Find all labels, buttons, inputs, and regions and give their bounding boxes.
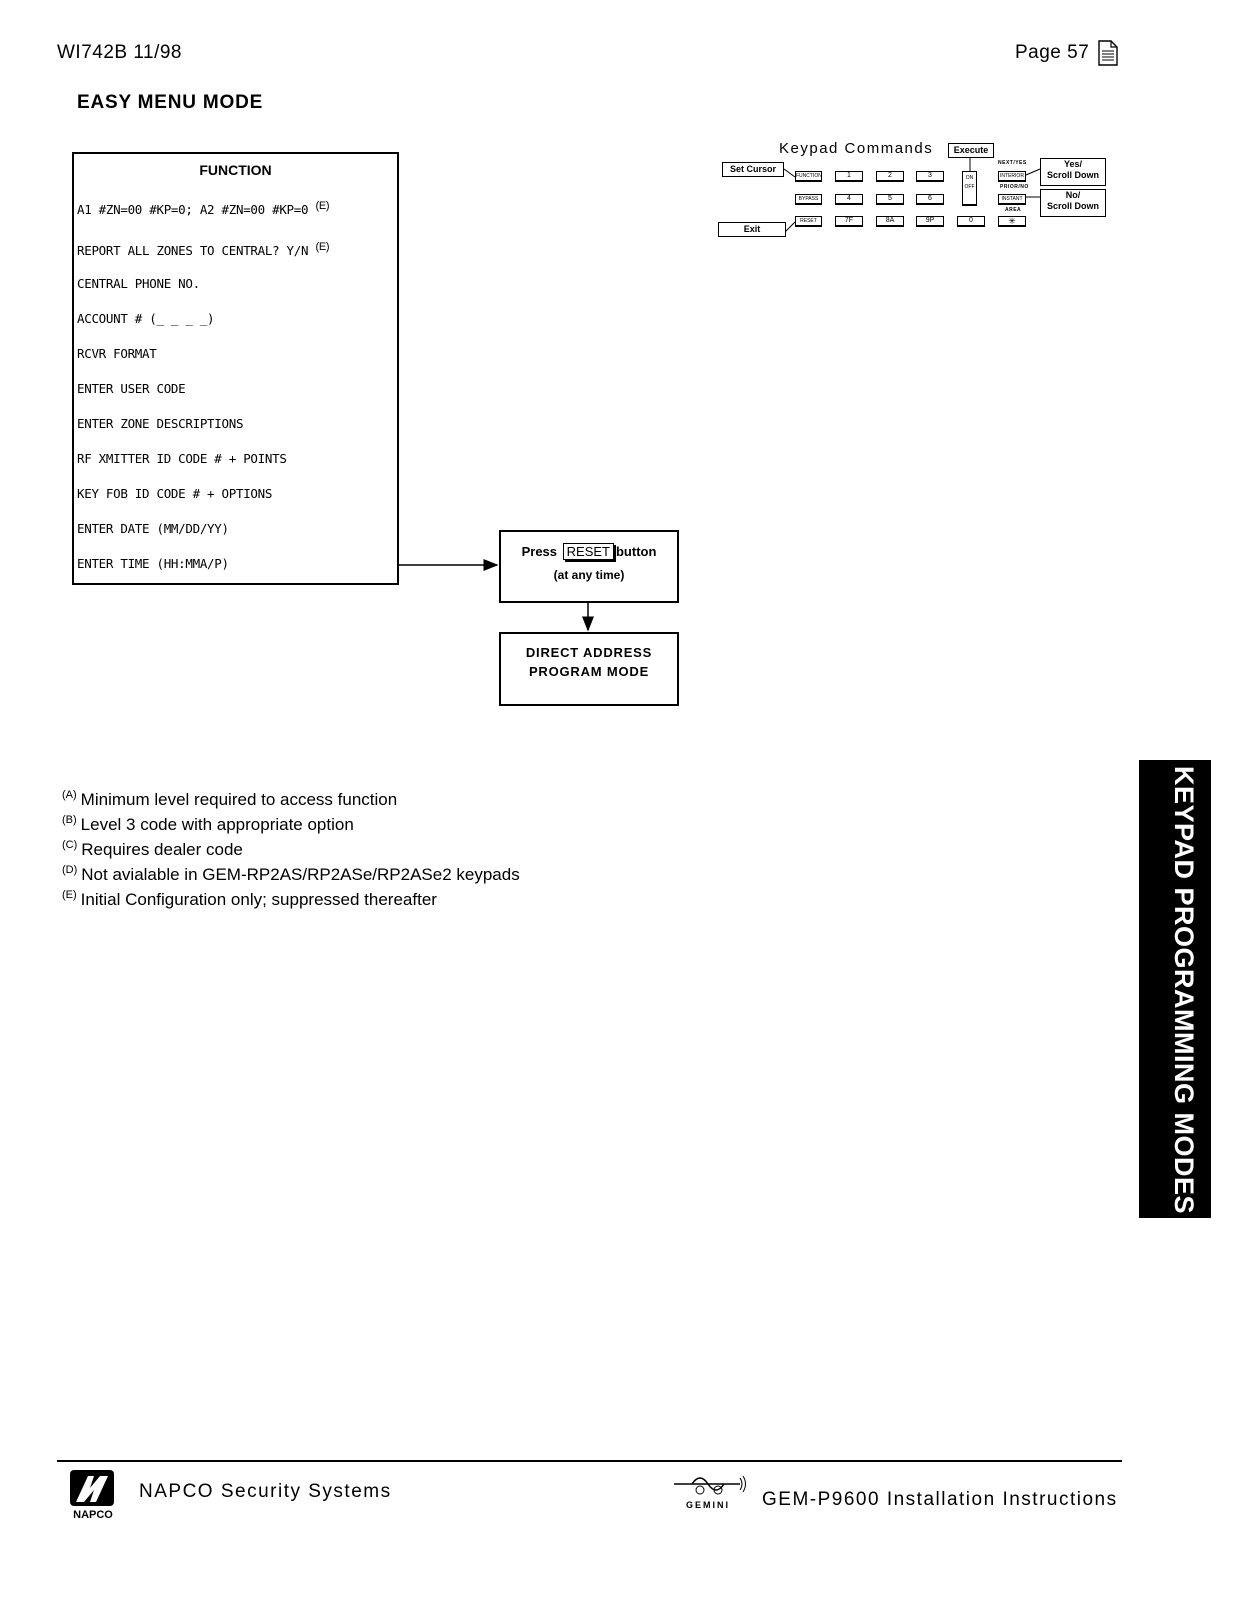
document-id: WI742B 11/98 bbox=[57, 42, 183, 63]
function-item: ENTER DATE (MM/DD/YY) bbox=[77, 521, 229, 536]
section-side-tab bbox=[1139, 760, 1211, 1218]
note-b: $^{(B)}$ Level 3 code with appropriate option bbox=[62, 814, 354, 834]
key-9[interactable]: 9P bbox=[916, 216, 944, 227]
keypad-title: Keypad Commands bbox=[779, 140, 934, 157]
footer-document-title: GEM-P9600 Installation Instructions bbox=[762, 1489, 1118, 1510]
exit-label: Exit bbox=[718, 222, 786, 237]
direct-line1: DIRECT ADDRESS bbox=[525, 645, 653, 660]
key-3[interactable]: 3 bbox=[916, 171, 944, 182]
page-number: Page 57 bbox=[1015, 42, 1090, 63]
no-scroll-label bbox=[1040, 189, 1106, 217]
key-1[interactable]: 1 bbox=[835, 171, 863, 182]
function-item: REPORT ALL ZONES TO CENTRAL? Y/N (E) bbox=[77, 240, 330, 258]
key-4[interactable]: 4 bbox=[835, 194, 863, 205]
function-heading: FUNCTION bbox=[199, 162, 272, 178]
function-item: ACCOUNT # (_ _ _ _) bbox=[77, 311, 215, 326]
reset-key: RESET bbox=[563, 543, 614, 560]
note-c: $^{(C)}$ Requires dealer code bbox=[62, 839, 243, 859]
function-item: CENTRAL PHONE NO. bbox=[77, 276, 200, 291]
reset-keypad-key[interactable]: RESET bbox=[795, 216, 822, 227]
gemini-logo-icon bbox=[672, 1474, 748, 1512]
prior-no-label: PRIOR/NO bbox=[1000, 184, 1029, 190]
direct-address-box bbox=[499, 632, 679, 706]
footer-company: NAPCO Security Systems bbox=[139, 1481, 392, 1502]
button-label: button bbox=[615, 544, 657, 559]
bypass-key[interactable]: BYPASS bbox=[795, 194, 822, 205]
key-2[interactable]: 2 bbox=[876, 171, 904, 182]
function-item: ENTER TIME (HH:MMA/P) bbox=[77, 556, 229, 571]
star-key[interactable]: ✳ bbox=[998, 216, 1026, 227]
section-title: EASY MENU MODE bbox=[77, 92, 264, 113]
note-e: $^{(E)}$ Initial Configuration only; suppressed thereafter bbox=[62, 889, 437, 909]
key-8[interactable]: 8A bbox=[876, 216, 904, 227]
yes-line1: Yes/ bbox=[1063, 159, 1083, 169]
footer-divider bbox=[57, 1460, 1122, 1462]
direct-line2: PROGRAM MODE bbox=[528, 664, 650, 679]
execute-label: Execute bbox=[948, 143, 994, 158]
key-5[interactable]: 5 bbox=[876, 194, 904, 205]
set-cursor-connector bbox=[784, 169, 795, 177]
off-label: OFF bbox=[964, 184, 975, 190]
reset-box bbox=[499, 530, 679, 603]
interior-key[interactable]: INTERIOR bbox=[998, 171, 1026, 182]
key-6[interactable]: 6 bbox=[916, 194, 944, 205]
yes-connector bbox=[1026, 169, 1040, 175]
function-item: RF XMITTER ID CODE # + POINTS bbox=[77, 451, 287, 466]
function-item: ENTER ZONE DESCRIPTIONS bbox=[77, 416, 244, 431]
napco-logo-text: NAPCO bbox=[73, 1509, 113, 1520]
area-label: AREA bbox=[1005, 207, 1022, 213]
function-item: ENTER USER CODE bbox=[77, 381, 186, 396]
gemini-logo-text: GEMINI bbox=[685, 1500, 731, 1510]
key-0[interactable]: 0 bbox=[957, 216, 985, 227]
on-off-key[interactable] bbox=[962, 171, 977, 206]
press-label: Press bbox=[521, 544, 558, 559]
no-line2: Scroll Down bbox=[1046, 201, 1099, 211]
key-7[interactable]: 7F bbox=[835, 216, 863, 227]
yes-line2: Scroll Down bbox=[1046, 170, 1099, 180]
any-time-label: (at any time) bbox=[553, 568, 625, 582]
function-item: KEY FOB ID CODE # + OPTIONS bbox=[77, 486, 273, 501]
no-line1: No/ bbox=[1065, 190, 1081, 200]
side-tab-label: KEYPAD PROGRAMMING MODES bbox=[1169, 766, 1199, 1215]
yes-scroll-label bbox=[1040, 158, 1106, 186]
note-a: $^{(A)}$ Minimum level required to access function bbox=[62, 789, 398, 809]
next-yes-label: NEXT/YES bbox=[998, 160, 1027, 166]
function-key[interactable]: FUNCTION bbox=[795, 171, 822, 182]
on-label: ON bbox=[965, 175, 974, 181]
note-d: $^{(D)}$ Not avialable in GEM-RP2AS/RP2ASe/RP2ASe2 keypads bbox=[62, 864, 520, 884]
instant-key[interactable]: INSTANT bbox=[998, 194, 1026, 205]
set-cursor-label: Set Cursor bbox=[722, 162, 784, 177]
function-item: A1 #ZN=00 #KP=0; A2 #ZN=00 #KP=0 (E) bbox=[77, 199, 330, 217]
napco-logo-icon bbox=[66, 1468, 122, 1520]
function-item: RCVR FORMAT bbox=[77, 346, 157, 361]
